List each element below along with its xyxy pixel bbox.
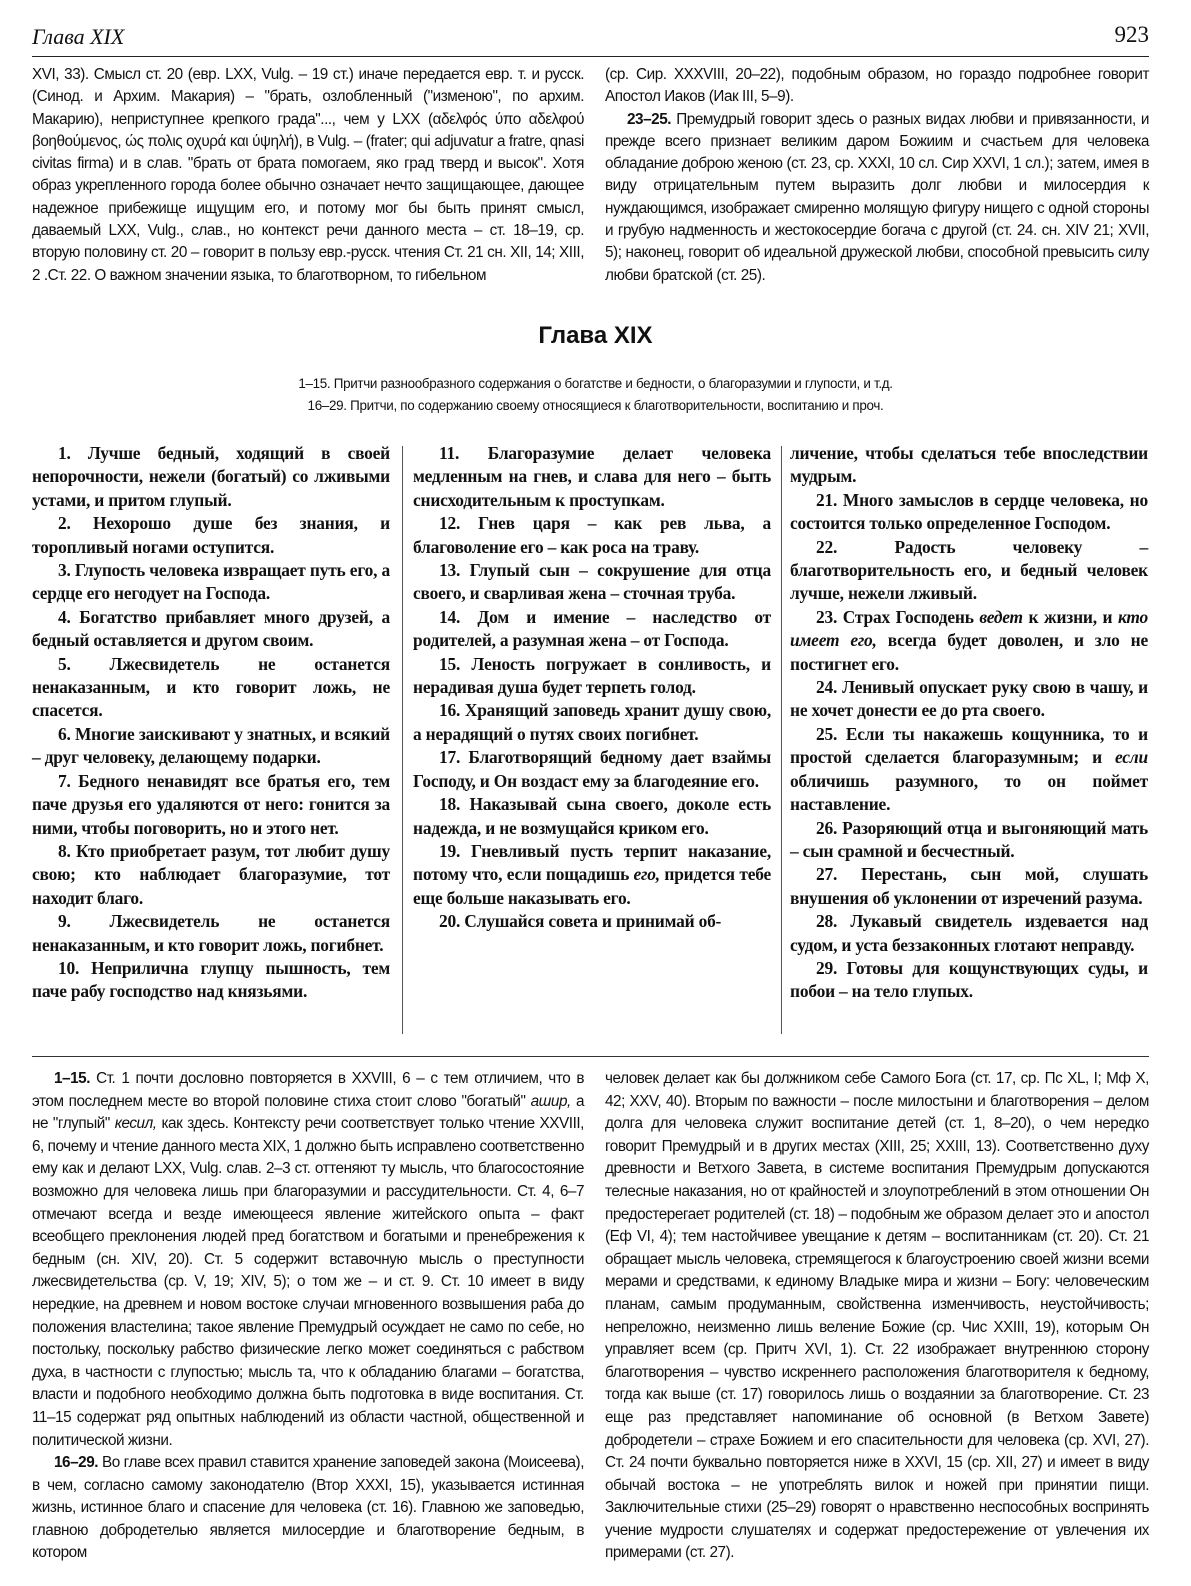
verse xyxy=(790,723,1148,817)
verse: 16. Хранящий заповедь хранит душу свою, а нерадящий о путях своих погибнет. xyxy=(413,700,771,744)
verse: 27. Перестань, сын мой, слушать внушения об уклонении от изречений разума. xyxy=(790,864,1148,908)
commentary-text: Ст. 1 почти дословно повторяется в XXVIII, 6 – с тем отличием, что в этом последнем месте во второй половине стиха стоит слово "богатый" xyxy=(32,1070,584,1110)
verse-continuation: личение, чтобы сделаться тебе впоследствии мудрым. xyxy=(790,443,1148,487)
verse: 9. Лжесвидетель не останется ненаказанным, и кто говорит ложь, погибнет. xyxy=(32,911,390,955)
verse: 10. Неприлична глупцу пышность, тем паче рабу господство над князьями. xyxy=(32,957,390,1002)
verse: 20. Слушайся совета и принимай об- xyxy=(439,911,722,932)
chapter-title: Глава XIX xyxy=(538,322,653,349)
commentary-text: Премудрый говорит здесь о разных видах любви и привязанности, и прежде всего признает великим даром Божиим и счастьем для человека обладание доброю женою (ст. 23, ср. XXXI, 10 сл. Сир XXVI, 1 сл.); затем, имея в виду отрицательным путем выразить долг любви и милосердия к нуждающимся, изображает смиренно молящую фигуру нищего с одной стороны и грубую надменность и жестокосердие богача с другой (ст. 24. сн. XIV 21; XVII, 5); наконец, говорит об идеальной дружеской любви, способной превысить силу любви братской (ст. 25). xyxy=(605,110,1149,284)
verse: 24. Ленивый опускает руку свою в чашу, и не хочет донести ее до рта своего. xyxy=(790,677,1148,721)
scripture-column-3 xyxy=(790,442,1148,1004)
commentary-paragraph: XVI, 33). Смысл ст. 20 (евр. LXX, Vulg. – 19 ст.) иначе передается евр. т. и русск. (Синод. и Архим. Макария) – "брать, озлобленный ("изменою", по архим. Макарию), неприступнее крепкого града"..., чем у LXX (αδελφός ύπο αδελφού βοηθούμενος, ώς πολις οχυρά και ύψηλή), в Vulg. – (frater; qui adjuvatur a fratre, qnasi civitas firma) и в слав. "брать от брата помогаем, яко град тверд и высок". Хотя образ укрепленного города более обычно означает нечто защищающее, дающее надежное прибежище ищущим его, и потому мог бы быть принят смысл, даваемый LXX, Vulg., слав., но контекст речи данного места – ст. 18–19, ср. вторую половину ст. 20 – говорит в пользу евр.-русск. чтения Ст. 21 сн. XII, 14; XIII, 2 .Ст. 22. О важном значении языка, то благотворном, то гибельном xyxy=(32,66,584,284)
verse: 12. Гнев царя – как рев льва, а благоволение его – как роса на траву. xyxy=(413,513,771,557)
verse: 22. Радость человеку – благотворительность его, и бедный человек лучше, нежели лживый. xyxy=(790,536,1148,604)
chapter-summary-line: 1–15. Притчи разнообразного содержания о богатстве и бедности, о благоразумии и глупости, и т.д. xyxy=(298,376,893,391)
verse-text: 19. Гневливый пусть терпит наказание, потому что, если пощадишь xyxy=(413,840,771,885)
verse: 14. Дом и имение – наследство от родителей, а разумная жена – от Господа. xyxy=(413,606,771,651)
verse: 21. Много замыслов в сердце человека, но состоится только определенное Господом. xyxy=(790,489,1148,534)
verse: 4. Богатство прибавляет много друзей, а бедный оставляется и другом своим. xyxy=(32,606,390,651)
commentary-text: как здесь. Контексту речи соответствует только чтение XXVIII, 6, почему и чтение данного места XIX, 1 должно быть исправлено соответственно ему как и делают LXX, Vulg. слав. 2–3 ст. оттеняют ту мысль, что благосостояние возможно для человека лишь при благоразумии и рассудительности. Ст. 4, 6–7 отмечают всегда и везде имеющееся явление житейского опыта – факт всеобщего преклонения людей пред богатством и богатыми и пренебрежения к бедным (сн. XIV, 20). Ст. 5 содержит вставочную мысль о преступности лжесвидетельства (ср. V, 19; XIV, 5); о том же – и ст. 9. Ст. 10 имеет в виду нередкие, на древнем и новом востоке случаи мгновенного возвышения раба до положения властелина; такое явление Премудрый осуждает не само по себе, но постольку, поскольку рабство физические легко может соединяться с рабством духа, в частности с глупостью; мысль та, что к обладанию благами – богатства, власти и подобного необходимо должна быть подготовка в виде воспитания. Ст. 11–15 содержат ряд опытных наблюдений из области частной, общественной и политической жизни. xyxy=(32,1115,584,1449)
chapter-summary-line: 16–29. Притчи, по содержанию своему относящиеся к благотворительности, воспитанию и проч. xyxy=(307,398,884,413)
commentary-bottom-right-column xyxy=(605,1068,1149,1565)
commentary-top-right-column xyxy=(605,64,1149,318)
hebrew-word: ашир, xyxy=(530,1092,571,1110)
verse: 26. Разоряющий отца и выгоняющий мать – сын срамной и бесчестный. xyxy=(790,817,1148,861)
header-rule xyxy=(32,56,1149,57)
running-head xyxy=(32,18,1149,52)
verse: 11. Благоразумие делает человека медленным на гнев, и слава для него – быть снисходительным к проступкам. xyxy=(413,443,771,510)
commentary-paragraph xyxy=(605,109,1149,287)
verse-italic-text: его, xyxy=(633,864,660,885)
verse xyxy=(413,840,771,910)
verse-text: всегда будет доволен, и зло не постигнет его. xyxy=(790,630,1148,674)
verse: 15. Леность погружает в сонливость, и нерадивая душа будет терпеть голод. xyxy=(413,653,771,698)
verse-text: 23. Страх Господень xyxy=(816,606,980,627)
verse xyxy=(790,606,1148,676)
verse: 2. Нехорошо душе без знания, и торопливый ногами оступится. xyxy=(32,513,390,557)
verse: 3. Глупость человека извращает путь его, а сердце его негодует на Господа. xyxy=(32,560,390,604)
commentary-paragraph xyxy=(32,1452,584,1565)
section-rule xyxy=(32,1056,1149,1057)
hebrew-word: кесил, xyxy=(114,1115,157,1133)
scripture-column-1 xyxy=(32,442,390,1004)
running-head-chapter: Глава XIX xyxy=(32,24,125,49)
verse-italic-text: ведет xyxy=(979,606,1023,627)
commentary-text: а не "глупый" xyxy=(32,1092,585,1133)
verse: 18. Наказывай сына своего, доколе есть надежда, и не возмущайся криком его. xyxy=(413,794,771,838)
verse: 5. Лжесвидетель не останется ненаказанным, и кто говорит ложь, не спасется. xyxy=(32,653,390,721)
verse-text: обличишь разумного, то он поймет наставление. xyxy=(790,770,1148,815)
commentary-paragraph: (ср. Сир. XXXVIII, 20–22), подобным образом, но гораздо подробнее говорит Апостол Иаков (Иак III, 5–9). xyxy=(605,66,1149,106)
scripture-column-2 xyxy=(413,442,771,934)
verse-range-ref: 23–25. xyxy=(627,110,672,128)
commentary-text: Во главе всех правил ставится хранение заповедей закона (Моисеева), в чем, согласно самому законодателю (Втор XXXI, 15), указывается истинная жизнь, истинное благо и спасение для человека (ст. 16). Главною же заповедью, главною добродетелью является милосердие и благотворение бедным, в котором xyxy=(32,1454,584,1562)
verse: 17. Благотворящий бедному дает взаймы Господу, и Он воздаст ему за благодеяние его. xyxy=(413,747,771,791)
verse-italic-text: если xyxy=(1114,747,1148,768)
verse-range-ref: 1–15. xyxy=(54,1070,91,1087)
verse-italic-text: кто имеет его, xyxy=(790,606,1148,651)
commentary-paragraph-continuation: человек делает как бы должником себе Самого Бога (ст. 17, ср. Пс XL, I; Мф X, 42; XXV, 40). Вторым по важности – после милостыни и благотворения – делом долга для человека служит воспитание детей (ст. 1, 8–20), о чем нередко говорит Премудрый и в других местах (XIII, 25; XXIII, 13). Соответственно духу древности и Ветхого Завета, в системе воспитания Премудрым допускаются телесные наказания, но от крайностей и злоупотреблений в этом отношении Он предостерегает родителей (ст. 18) – подобным же образом делает это и апостол (Еф VI, 4); тем настойчивее увещание к детям – воспитанникам (ст. 20). Ст. 21 обращает мысль человека, стремящегося к благоустроению своей жизни всеми мерами и средствами, к единому Владыке мира и жизни – Богу: человеческим планам, самым продуманным, свойственна изменчивость, неустойчивость; непреложно, неизменно лишь веление Божие (ср. Чис XXIII, 19), которым Он управляет всем (ср. Притч XVI, 1). Ст. 22 изображает внутреннюю сторону благотворения – чувство искреннего расположения благотворителя к бедному, тогда как выше (ст. 17) говорилось лишь о воздаянии за благотворение. Ст. 23 еще раз представляет напоминание об основной (в Ветхом Завете) добродетели – страхе Божием и его спасительности для человека (ср. XVI, 27). Ст. 24 почти буквально повторяется ниже в XXVI, 15 (ср. XII, 27) и имеет в виду обычай востока – не употреблять вилок и ножей при принятии пищи. Заключительные стихи (25–29) говорят о нравственно неспособных воспринять учение мудрости слушателях и содержат предостережение от увлечения их примерами (ст. 27). xyxy=(605,1070,1149,1562)
column-divider xyxy=(402,446,403,1034)
verse: 6. Многие заискивают у знатных, и всякий – друг человеку, делающему подарки. xyxy=(32,723,390,768)
page-number: 923 xyxy=(1114,22,1149,47)
verse: 8. Кто приобретает разум, тот любит душу свою; кто наблюдает благоразумие, тот находит благо. xyxy=(32,840,390,908)
commentary-bottom-left-column xyxy=(32,1068,584,1565)
verse-text: придется тебе еще больше наказывать его. xyxy=(413,864,771,908)
verse-text: к жизни, и xyxy=(1022,606,1119,627)
verse: 28. Лукавый свидетель издевается над судом, и уста беззаконных глотают неправду. xyxy=(790,911,1148,955)
verse: 1. Лучше бедный, ходящий в своей непорочности, нежели (богатый) со лживыми устами, и притом глупый. xyxy=(32,443,390,510)
verse: 13. Глупый сын – сокрушение для отца своего, и сварливая жена – сточная труба. xyxy=(413,560,771,604)
verse-text: 25. Если ты накажешь кощунника, то и простой сделается благоразумным; и xyxy=(790,723,1148,768)
commentary-paragraph xyxy=(32,1068,584,1452)
column-divider xyxy=(781,446,782,1034)
commentary-top-left-column xyxy=(32,64,584,318)
verse: 7. Бедного ненавидят все братья его, тем паче друзья его удаляются от него: гонится за ними, чтобы поговорить, но и этого нет. xyxy=(32,770,390,838)
verse-range-ref: 16–29. xyxy=(54,1454,99,1472)
verse: 29. Готовы для кощунствующих суды, и побои – на тело глупых. xyxy=(790,957,1148,1002)
